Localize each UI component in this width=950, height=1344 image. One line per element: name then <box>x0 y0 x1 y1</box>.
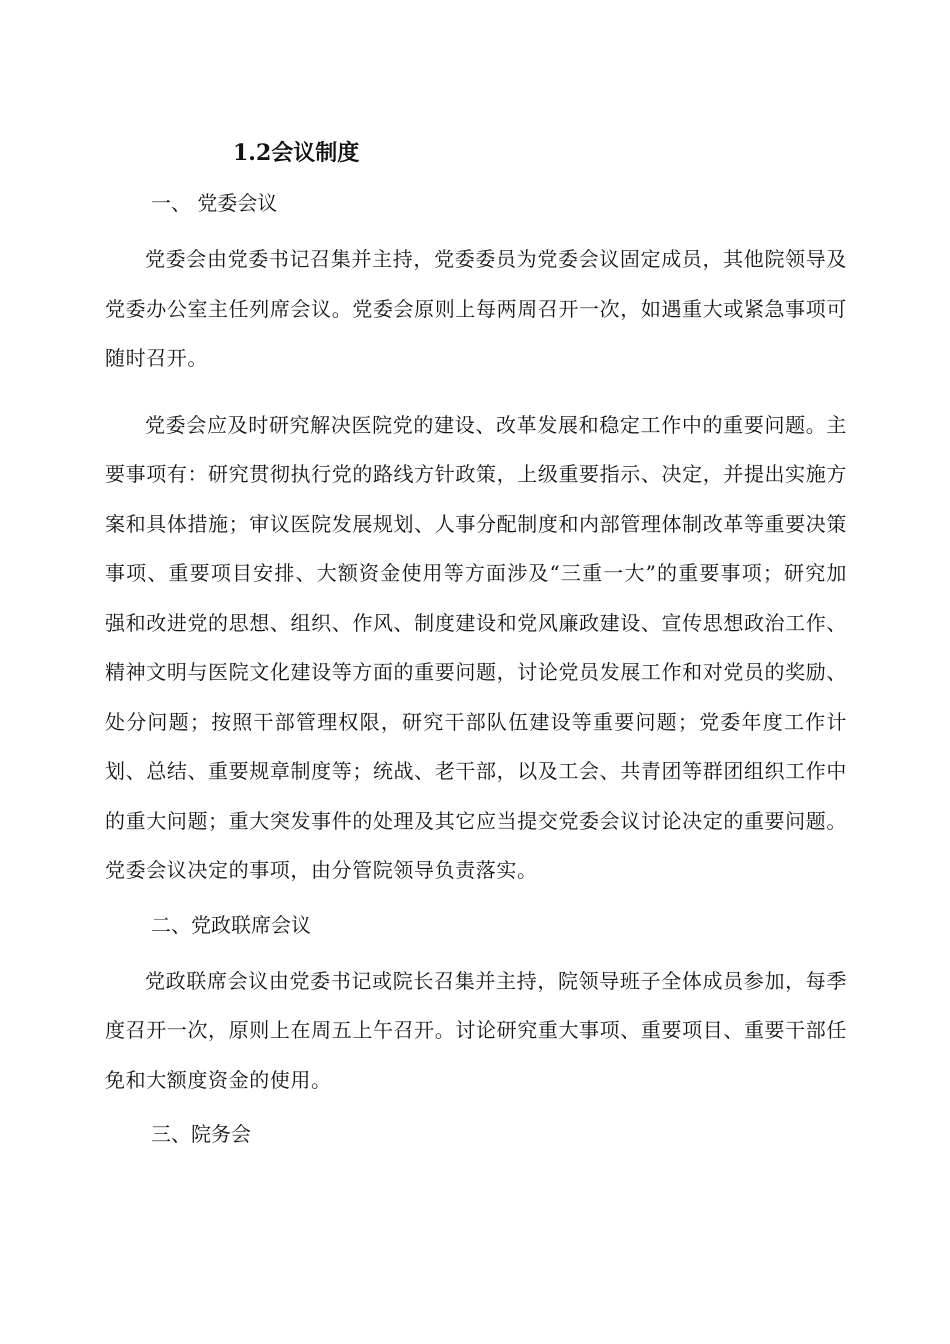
section-heading-hospital-affairs-meeting: 三、院务会 <box>151 1122 251 1146</box>
document-content <box>105 138 847 1166</box>
party-committee-membership-paragraph: 党委会由党委书记召集并主持，党委委员为党委会议固定成员，其他院领导及党委办公室主任列席会议。党委会原则上每两周召开一次，如遇重大或紧急事项可随时召开。 <box>105 247 847 370</box>
section-heading-party-committee-meeting: 一、 党委会议 <box>151 191 278 215</box>
party-committee-matters-paragraph: 党委会应及时研究解决医院党的建设、改革发展和稳定工作中的重要问题。主要事项有：研究贯彻执行党的路线方针政策，上级重要指示、决定，并提出实施方案和具体措施；审议医院发展规划、人事分配制度和内部管理体制改革等重要决策事项、重要项目安排、大额资金使用等方面涉及“三重一大”的重要事项；研究加强和改进党的思想、组织、作风、制度建设和党风廉政建设、宣传思想政治工作、精神文明与医院文化建设等方面的重要问题，讨论党员发展工作和对党员的奖励、处分问题；按照干部管理权限，研究干部队伍建设等重要问题；党委年度工作计划、总结、重要规章制度等；统战、老干部，以及工会、共青团等群团组织工作中的重大问题；重大突发事件的处理及其它应当提交党委会议讨论决定的重要问题。党委会议决定的事项，由分管院领导负责落实。 <box>105 412 847 882</box>
section-heading-joint-meeting: 二、党政联席会议 <box>151 912 311 937</box>
document-title: 1.2会议制度 <box>233 140 360 166</box>
joint-meeting-paragraph: 党政联席会议由党委书记或院长召集并主持，院领导班子全体成员参加，每季度召开一次，原则上在周五上午召开。讨论研究重大事项、重要项目、重要干部任免和大额度资金的使用。 <box>105 968 847 1092</box>
